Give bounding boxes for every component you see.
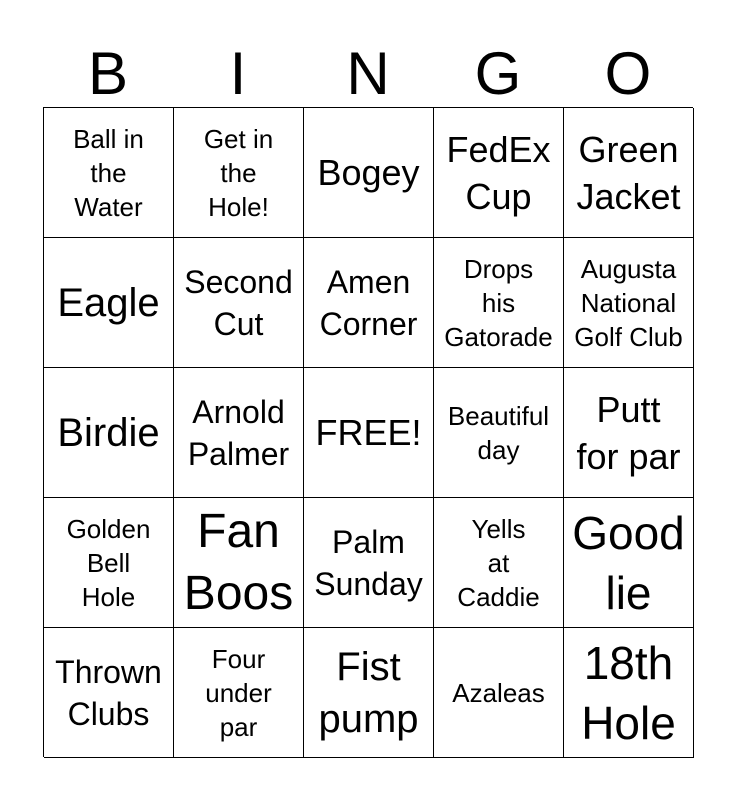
cell-label: Augusta National Golf Club [574,253,683,352]
free-space-cell[interactable] [304,368,434,498]
bingo-cell[interactable] [44,498,174,628]
cell-label: Amen Corner [319,263,418,342]
cell-label: FREE! [315,412,422,453]
cell-label: Four under par [205,643,272,742]
bingo-cell[interactable] [174,498,304,628]
cell-label: Beautiful day [447,400,550,465]
cell-label: Good lie [572,506,685,619]
cell-label: Fist pump [318,644,419,741]
bingo-cell[interactable] [434,108,564,238]
bingo-board [43,107,693,757]
bingo-cell[interactable] [304,108,434,238]
bingo-cell[interactable] [434,628,564,758]
bingo-cell[interactable] [434,368,564,498]
cell-label: Birdie [57,410,160,455]
cell-label: Eagle [57,280,160,325]
bingo-cell[interactable] [564,368,694,498]
cell-label: FedEx Cup [446,128,551,217]
bingo-cell[interactable] [174,628,304,758]
cell-label: Ball in the Water [73,123,144,222]
cell-label: Fan Boos [183,504,294,620]
bingo-cell[interactable] [434,238,564,368]
cell-label: Get in the Hole! [203,123,274,222]
cell-label: Bogey [317,152,420,193]
cell-label: Putt for par [576,388,681,477]
header-letter-g: G [474,40,522,107]
bingo-header [43,40,693,108]
bingo-cell[interactable] [434,498,564,628]
cell-label: Azaleas [452,677,545,708]
header-letter-o: O [604,40,652,107]
bingo-cell[interactable] [564,238,694,368]
header-letter-i: I [229,40,247,107]
bingo-cell[interactable] [174,108,304,238]
cell-label: Drops his Gatorade [444,253,553,352]
cell-label: 18th Hole [581,636,676,749]
bingo-cell[interactable] [44,238,174,368]
header-letter-n: N [346,40,390,107]
cell-label: Palm Sunday [314,523,423,602]
cell-label: Arnold Palmer [187,393,290,472]
bingo-cell[interactable] [44,628,174,758]
bingo-cell[interactable] [564,108,694,238]
cell-label: Green Jacket [576,128,681,217]
bingo-cell[interactable] [304,238,434,368]
header-letter-b: B [87,40,129,107]
cell-label: Golden Bell Hole [66,513,151,612]
bingo-cell[interactable] [564,498,694,628]
bingo-cell[interactable] [564,628,694,758]
bingo-cell[interactable] [44,368,174,498]
bingo-cell[interactable] [44,108,174,238]
cell-label: Yells at Caddie [457,513,540,612]
cell-label: Thrown Clubs [55,653,162,732]
bingo-cell[interactable] [304,628,434,758]
bingo-cell[interactable] [174,368,304,498]
bingo-cell[interactable] [174,238,304,368]
cell-label: Second Cut [184,263,293,342]
bingo-cell[interactable] [304,498,434,628]
